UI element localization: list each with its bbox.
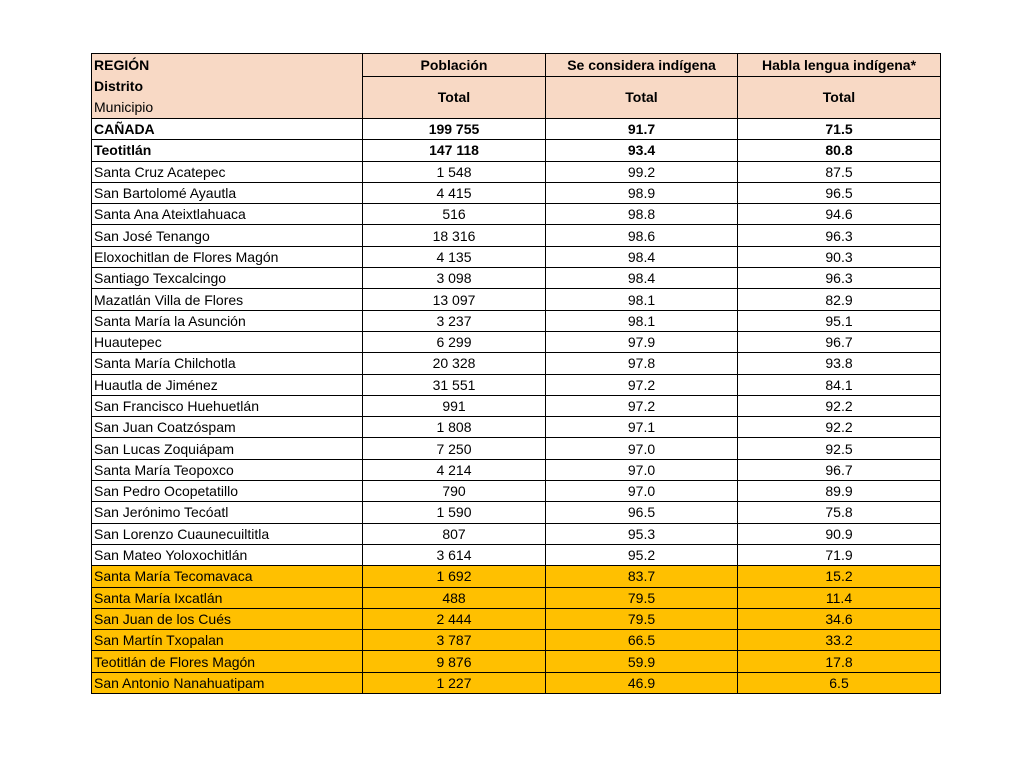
- lengua-cell: 96.3: [738, 268, 941, 289]
- poblacion-cell: 3 237: [363, 310, 546, 331]
- lengua-header: Habla lengua indígena*: [738, 54, 941, 77]
- indigena-cell: 83.7: [546, 566, 738, 587]
- indigena-cell: 97.1: [546, 417, 738, 438]
- indigena-cell: 79.5: [546, 587, 738, 608]
- lengua-cell: 84.1: [738, 374, 941, 395]
- municipio-name-cell: Huautepec: [92, 331, 363, 352]
- poblacion-cell: 9 876: [363, 651, 546, 672]
- poblacion-cell: 1 590: [363, 502, 546, 523]
- table-row: [92, 459, 941, 480]
- municipio-name-cell: Teotitlán de Flores Magón: [92, 651, 363, 672]
- poblacion-cell: 991: [363, 395, 546, 416]
- indigena-cell: 96.5: [546, 502, 738, 523]
- lengua-cell: 94.6: [738, 204, 941, 225]
- table-row: [92, 353, 941, 374]
- table-row: [92, 268, 941, 289]
- municipio-name-cell: CAÑADA: [92, 119, 363, 140]
- indigena-cell: 98.1: [546, 310, 738, 331]
- lengua-cell: 95.1: [738, 310, 941, 331]
- municipio-name-cell: San Mateo Yoloxochitlán: [92, 544, 363, 565]
- poblacion-cell: 516: [363, 204, 546, 225]
- municipio-name-cell: Santa María Ixcatlán: [92, 587, 363, 608]
- lengua-cell: 92.2: [738, 417, 941, 438]
- poblacion-cell: 4 214: [363, 459, 546, 480]
- indigena-cell: 79.5: [546, 608, 738, 629]
- indigena-cell: 98.9: [546, 182, 738, 203]
- lengua-cell: 71.9: [738, 544, 941, 565]
- indigena-cell: 97.0: [546, 481, 738, 502]
- table-row: [92, 587, 941, 608]
- population-table: [91, 53, 941, 694]
- indigena-total-header: Total: [546, 76, 738, 118]
- table-row: [92, 331, 941, 352]
- poblacion-cell: 7 250: [363, 438, 546, 459]
- municipio-name-cell: Mazatlán Villa de Flores: [92, 289, 363, 310]
- indigena-cell: 91.7: [546, 119, 738, 140]
- table-row: [92, 566, 941, 587]
- lengua-cell: 90.3: [738, 246, 941, 267]
- lengua-cell: 6.5: [738, 672, 941, 693]
- indigena-cell: 97.2: [546, 395, 738, 416]
- poblacion-cell: 199 755: [363, 119, 546, 140]
- table-row: [92, 119, 941, 140]
- table-row: [92, 502, 941, 523]
- municipio-name-cell: San Juan Coatzóspam: [92, 417, 363, 438]
- distrito-header-label: Distrito: [94, 78, 143, 94]
- table-row: [92, 140, 941, 161]
- poblacion-cell: 20 328: [363, 353, 546, 374]
- municipio-name-cell: San Bartolomé Ayautla: [92, 182, 363, 203]
- lengua-total-header: Total: [738, 76, 941, 118]
- municipio-name-cell: Santiago Texcalcingo: [92, 268, 363, 289]
- indigena-cell: 97.8: [546, 353, 738, 374]
- municipio-name-cell: Santa María la Asunción: [92, 310, 363, 331]
- indigena-cell: 97.9: [546, 331, 738, 352]
- lengua-cell: 92.5: [738, 438, 941, 459]
- lengua-cell: 89.9: [738, 481, 941, 502]
- poblacion-cell: 18 316: [363, 225, 546, 246]
- indigena-header: Se considera indígena: [546, 54, 738, 77]
- poblacion-cell: 4 135: [363, 246, 546, 267]
- table-body: [92, 54, 941, 694]
- lengua-cell: 96.7: [738, 331, 941, 352]
- table-row: [92, 182, 941, 203]
- lengua-cell: 82.9: [738, 289, 941, 310]
- poblacion-header: Población: [363, 54, 546, 77]
- indigena-cell: 59.9: [546, 651, 738, 672]
- lengua-cell: 71.5: [738, 119, 941, 140]
- table-row: [92, 374, 941, 395]
- lengua-cell: 92.2: [738, 395, 941, 416]
- indigena-cell: 97.0: [546, 438, 738, 459]
- table-row: [92, 161, 941, 182]
- lengua-cell: 90.9: [738, 523, 941, 544]
- indigena-cell: 93.4: [546, 140, 738, 161]
- municipio-name-cell: Santa Cruz Acatepec: [92, 161, 363, 182]
- table-row: [92, 395, 941, 416]
- lengua-cell: 80.8: [738, 140, 941, 161]
- municipio-name-cell: San Juan de los Cués: [92, 608, 363, 629]
- municipio-name-cell: San Lucas Zoquiápam: [92, 438, 363, 459]
- municipio-name-cell: Huautla de Jiménez: [92, 374, 363, 395]
- poblacion-cell: 1 227: [363, 672, 546, 693]
- table-row: [92, 672, 941, 693]
- indigena-cell: 99.2: [546, 161, 738, 182]
- lengua-cell: 96.3: [738, 225, 941, 246]
- municipio-name-cell: San Francisco Huehuetlán: [92, 395, 363, 416]
- poblacion-cell: 488: [363, 587, 546, 608]
- table-row: [92, 246, 941, 267]
- region-header-label: REGIÓN: [94, 57, 150, 73]
- poblacion-cell: 4 415: [363, 182, 546, 203]
- municipio-name-cell: San Martín Txopalan: [92, 630, 363, 651]
- municipio-name-cell: Santa María Tecomavaca: [92, 566, 363, 587]
- table-row: [92, 544, 941, 565]
- poblacion-cell: 790: [363, 481, 546, 502]
- table-row: [92, 523, 941, 544]
- poblacion-cell: 2 444: [363, 608, 546, 629]
- municipio-name-cell: Santa María Chilchotla: [92, 353, 363, 374]
- table-row: [92, 438, 941, 459]
- municipio-name-cell: San Lorenzo Cuaunecuiltitla: [92, 523, 363, 544]
- poblacion-cell: 1 692: [363, 566, 546, 587]
- indigena-cell: 46.9: [546, 672, 738, 693]
- indigena-cell: 98.4: [546, 246, 738, 267]
- table-row: [92, 289, 941, 310]
- municipio-name-cell: Santa Ana Ateixtlahuaca: [92, 204, 363, 225]
- poblacion-cell: 147 118: [363, 140, 546, 161]
- poblacion-cell: 807: [363, 523, 546, 544]
- poblacion-cell: 1 808: [363, 417, 546, 438]
- table-row: [92, 310, 941, 331]
- table-row: [92, 417, 941, 438]
- indigena-cell: 95.2: [546, 544, 738, 565]
- indigena-cell: 98.6: [546, 225, 738, 246]
- poblacion-cell: 31 551: [363, 374, 546, 395]
- region-header-cell: [92, 54, 363, 119]
- municipio-name-cell: Santa María Teopoxco: [92, 459, 363, 480]
- indigena-cell: 98.8: [546, 204, 738, 225]
- lengua-cell: 93.8: [738, 353, 941, 374]
- lengua-cell: 11.4: [738, 587, 941, 608]
- municipio-name-cell: San Pedro Ocopetatillo: [92, 481, 363, 502]
- poblacion-cell: 1 548: [363, 161, 546, 182]
- poblacion-total-header: Total: [363, 76, 546, 118]
- indigena-cell: 98.1: [546, 289, 738, 310]
- lengua-cell: 34.6: [738, 608, 941, 629]
- municipio-name-cell: San Jerónimo Tecóatl: [92, 502, 363, 523]
- municipio-name-cell: San José Tenango: [92, 225, 363, 246]
- indigena-cell: 98.4: [546, 268, 738, 289]
- table-row: [92, 225, 941, 246]
- indigena-cell: 97.0: [546, 459, 738, 480]
- indigena-cell: 95.3: [546, 523, 738, 544]
- municipio-name-cell: San Antonio Nanahuatipam: [92, 672, 363, 693]
- lengua-cell: 96.5: [738, 182, 941, 203]
- lengua-cell: 15.2: [738, 566, 941, 587]
- table-row: [92, 481, 941, 502]
- municipio-name-cell: Eloxochitlan de Flores Magón: [92, 246, 363, 267]
- municipio-header-label: Municipio: [94, 99, 154, 115]
- header-row: [92, 54, 941, 77]
- poblacion-cell: 6 299: [363, 331, 546, 352]
- lengua-cell: 75.8: [738, 502, 941, 523]
- indigena-cell: 66.5: [546, 630, 738, 651]
- table-row: [92, 608, 941, 629]
- table-row: [92, 651, 941, 672]
- poblacion-cell: 3 787: [363, 630, 546, 651]
- lengua-cell: 33.2: [738, 630, 941, 651]
- poblacion-cell: 3 614: [363, 544, 546, 565]
- lengua-cell: 87.5: [738, 161, 941, 182]
- table-row: [92, 630, 941, 651]
- indigena-cell: 97.2: [546, 374, 738, 395]
- table-row: [92, 204, 941, 225]
- municipio-name-cell: Teotitlán: [92, 140, 363, 161]
- lengua-cell: 17.8: [738, 651, 941, 672]
- lengua-cell: 96.7: [738, 459, 941, 480]
- poblacion-cell: 13 097: [363, 289, 546, 310]
- poblacion-cell: 3 098: [363, 268, 546, 289]
